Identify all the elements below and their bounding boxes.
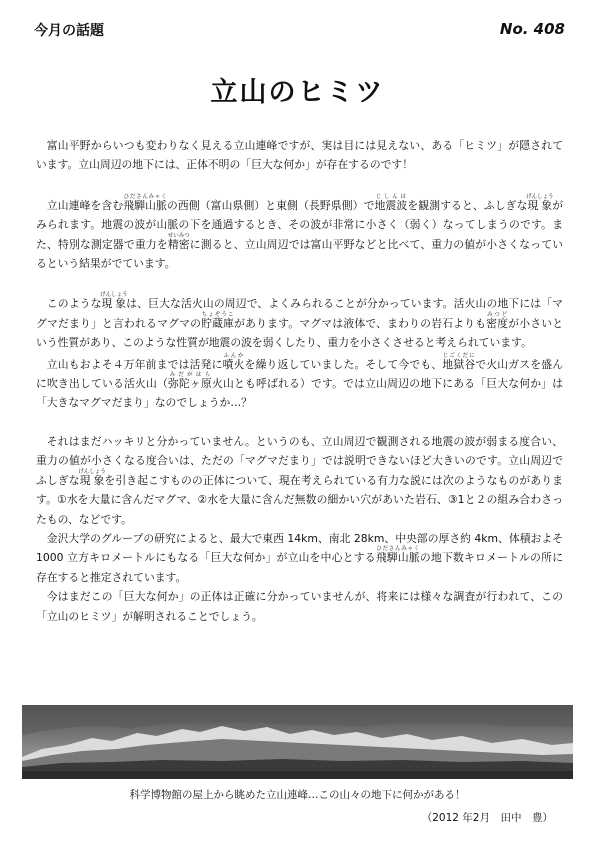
ruby-word: 飛騨山脈ひださんみゃく (375, 546, 420, 565)
ruby-word: 現象げんしょう (526, 193, 554, 212)
ruby-word: 貯蔵庫ちょぞうこ (201, 311, 235, 330)
paragraph-5: それはまだハッキリと分かっていません。というのも、立山周辺で観測される地震の波が弱まる度合い、重力の値が小さくなる度合いは、ただの「マグマだまり」では説明できないほど大きいのです。立山周辺でふしぎな現象げんしょうを引き起こすものの正体について、現在考えられている有力な説には次のようなものがあります。①水を大量に含んだマグマ、②水を大量に含んだ無数の細かい穴があいた岩石、③1と２の組み合わさったもの、などです。 (36, 434, 563, 526)
paragraph-3: このような現象げんしょうは、巨大な活火山の周辺で、よくみられることが分かっています。活火山の地下には「マグマだまり」と言われるマグマの貯蔵庫ちょぞうこがあります。マグマは液体で、まわりの岩石よりも密度みつどが小さいという性質があり、このような性質が地震の波を弱くしたり、重力を小さくさせると考えられています。 (36, 292, 564, 350)
mountain-photo (22, 705, 573, 779)
ruby-word: 現象げんしょう (78, 468, 106, 487)
ruby-word: 弥陀ヶ原みだがはら (168, 372, 213, 391)
issue-number: No. 408 (499, 20, 565, 38)
ruby-word: 密度みつど (486, 311, 509, 330)
ruby-word: 地震波じしんは (374, 193, 408, 212)
ruby-word: 飛騨山脈ひださんみゃく (123, 193, 167, 212)
paragraph-1: 富山平野からいつも変わりなく見える立山連峰ですが、実は目には見えない、ある「ヒミツ」が隠されています。立山周辺の地下には、正体不明の「巨大な何か」が存在するのです！ (36, 139, 563, 172)
page-title: 立山のヒミツ (210, 77, 385, 108)
author-signature: （2012 年2月 田中 豊） (421, 812, 553, 824)
article-body (36, 136, 563, 626)
ruby-word: 地獄谷じごくだに (442, 352, 476, 371)
mountain-panorama-image (22, 705, 573, 779)
paragraph-7: 今はまだこの「巨大な何か」の正体は正確に分かっていませんが、将来には様々な調査が行われて、この「立山のヒミツ」が解明されることでしょう。 (36, 590, 563, 623)
ruby-word: 噴火ふんか (222, 352, 245, 371)
section-label: 今月の話題 (34, 23, 104, 39)
paragraph-2: 立山連峰を含む飛騨山脈ひださんみゃくの西側（富山県側）と東側（長野県側）で地震波じしんはを観測すると、ふしぎな現象げんしょうがみられます。地震の波が山脈の下を通過するとき、その波が非常に小さく（弱く）なってしまうのです。また、特別な測定器で重力を精密せいみつに測ると、立山周辺では富山平野などと比べて、重力の値が小さくなっているという結果がでています。 (36, 193, 564, 271)
ruby-word: 精密せいみつ (167, 232, 190, 251)
ruby-word: 現象げんしょう (100, 292, 128, 311)
paragraph-4: 立山もおよそ４万年前までは活発に噴火ふんかを繰り返していました。そして今でも、地獄谷じごくだにで火山ガスを盛んに吹き出している活火山（弥陀ヶ原みだがはら火山とも呼ばれる）です。では立山周辺の地下にある「巨大な何か」は「大きなマグマだまり」なのでしょうか…？ (36, 352, 564, 410)
paragraph-6: 金沢大学のグループの研究によると、最大で東西 14km、南北 28km、中央部の厚さ約 4km、体積およそ 1000 立方キロメートルにもなる「巨大な何か」が立山を中心とする飛騨山脈ひださんみゃくの地下数キロメートルの所に存在すると推定されています。 (36, 531, 564, 584)
photo-caption: 科学博物館の屋上から眺めた立山連峰…この山々の地下に何かがある！ (129, 789, 466, 801)
